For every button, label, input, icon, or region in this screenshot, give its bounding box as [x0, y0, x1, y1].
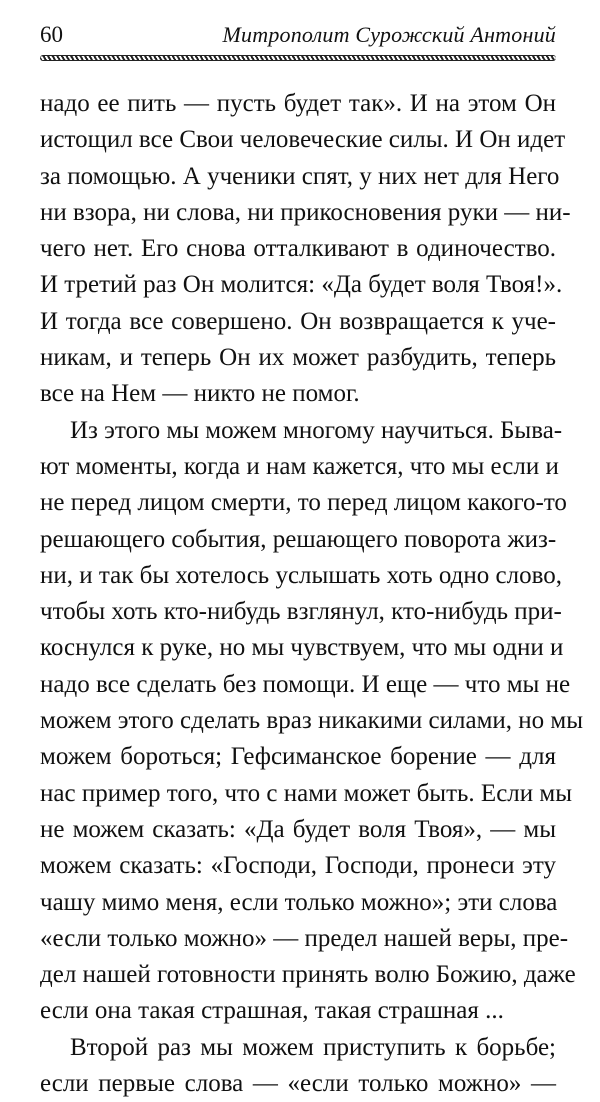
text-line: никам, и теперь Он их может разбудить, теперь — [40, 344, 556, 372]
text-line: ют моменты, когда и нам кажется, что мы если и — [40, 452, 559, 480]
body-text — [40, 86, 584, 1102]
page-number: 60 — [40, 22, 63, 47]
text-line: если первые слова — «если только можно» — — [40, 1070, 556, 1098]
text-line: нас пример того, что с нами может быть. Если мы — [40, 779, 573, 807]
text-line: «если только можно» — предел нашей веры, пре- — [40, 924, 569, 952]
text-line: истощил все Свои человеческие силы. И Он идет — [40, 126, 566, 154]
text-line: надо ее пить — пусть будет так». И на этом Он — [40, 90, 556, 117]
text-line: И третий раз Он молится: «Да будет воля Твоя!». — [40, 271, 563, 299]
text-line: коснулся к руке, но мы чувствуем, что мы одни и — [40, 634, 564, 662]
text-line: чтобы хоть кто-нибудь взглянул, кто-нибудь при- — [40, 598, 562, 626]
text-line-paragraph-start: Второй раз мы можем приступить к борьбе; — [70, 1033, 556, 1061]
text-line: не перед лицом смерти, то перед лицом какого-то — [40, 489, 567, 517]
text-line: не можем сказать: «Да будет воля Твоя», — мы — [40, 815, 556, 843]
text-line: все на Нем — никто не помог. — [40, 380, 360, 408]
text-line: решающего события, решающего поворота жиз- — [40, 525, 557, 553]
decorative-rope-rule — [40, 55, 556, 61]
running-title: Митрополит Сурожский Антоний — [222, 22, 556, 47]
text-line: чашу мимо меня, если только можно»; эти слова — [40, 888, 558, 916]
text-line-paragraph-start: Из этого мы можем многому научиться. Быва- — [70, 416, 563, 444]
text-line: дел нашей готовности принять волю Божию, даже — [40, 961, 576, 989]
text-line: за помощью. А ученики спят, у них нет для Него — [40, 162, 560, 190]
text-line: если она такая страшная, такая страшная ... — [40, 997, 504, 1025]
text-line: можем сказать: «Господи, Господи, пронеси эту — [40, 852, 556, 880]
text-line: надо все сделать без помощи. И еще — что мы не — [40, 670, 571, 698]
text-line: И тогда все совершено. Он возвращается к уче- — [40, 307, 556, 335]
text-line: чего нет. Его снова отталкивают в одиночество. — [40, 235, 556, 263]
running-head — [40, 22, 556, 50]
text-line: ни взора, ни слова, ни прикосновения руки — ни- — [40, 198, 571, 226]
text-line: можем бороться; Гефсиманское борение — для — [40, 743, 556, 771]
text-line: можем этого сделать враз никакими силами, но мы — [40, 707, 584, 735]
text-line: ни, и так бы хотелось услышать хоть одно слово, — [40, 561, 562, 589]
